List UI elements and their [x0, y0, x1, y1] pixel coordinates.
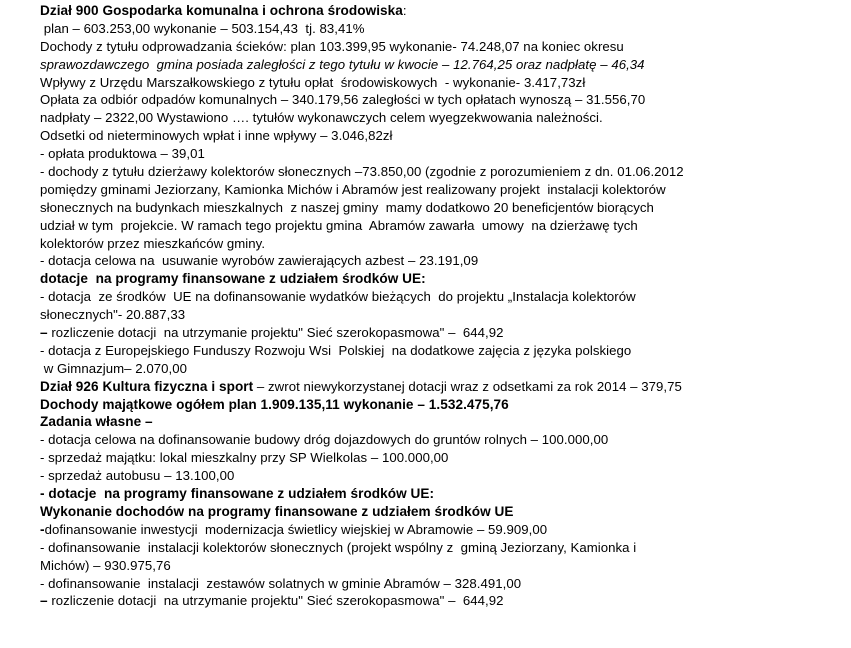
text-line: słonecznych"- 20.887,33 [40, 307, 186, 323]
text-line: plan – 603.253,00 wykonanie – 503.154,43 tj. 83,41% [40, 20, 365, 36]
section-heading-dzial-900 [40, 2, 845, 20]
text-line: Dochody z tytułu odprowadzania ścieków: plan 103.399,95 wykonanie- 74.248,07 na koniec okresu [40, 38, 624, 54]
document-body [40, 2, 845, 610]
bold-dash: - [40, 521, 45, 537]
section-heading-eu-execution: Wykonanie dochodów na programy finansowane z udziałem środków UE [40, 503, 514, 519]
text-line: słonecznych na budynkach mieszkalnych z naszej gminy mamy dodatkowo 20 beneficjentów biorących [40, 199, 654, 215]
list-item: - dotacja celowa na dofinansowanie budowy dróg dojazdowych do gruntów rolnych – 100.000,00 [40, 432, 609, 448]
text-line: w Gimnazjum– 2.070,00 [40, 360, 187, 376]
text-line: kolektorów przez mieszkańców gminy. [40, 235, 266, 251]
item-text: dofinansowanie inwestycji modernizacja świetlicy wiejskiej w Abramowie – 59.909,00 [44, 521, 548, 537]
list-item [40, 592, 845, 610]
list-item: - dochody z tytułu dzierżawy kolektorów słonecznych –73.850,00 (zgodnie z porozumieniem z dn. 01.06.2012 [40, 164, 684, 180]
list-item [40, 324, 845, 342]
section-heading-eu-grants: dotacje na programy finansowane z udziałem środków UE: [40, 271, 426, 287]
section-heading-own-tasks: Zadania własne – [40, 414, 153, 430]
text-line: pomiędzy gminami Jeziorzany, Kamionka Michów i Abramów jest realizowany projekt instalacji kolektorów [40, 181, 666, 197]
text-line: Opłata za odbiór odpadów komunalnych – 340.179,56 zaległości w tych opłatach wynoszą – 31.556,70 [40, 92, 646, 108]
bold-dash: – [40, 593, 48, 609]
bold-dash: – [40, 325, 48, 341]
list-item: - sprzedaż autobusu – 13.100,00 [40, 468, 235, 484]
list-item: - dofinansowanie instalacji zestawów solatnych w gminie Abramów – 328.491,00 [40, 575, 522, 591]
list-item [40, 521, 845, 539]
list-item: - dofinansowanie instalacji kolektorów słonecznych (projekt wspólny z gminą Jeziorzany, Kamionka i [40, 539, 637, 555]
list-item: - opłata produktowa – 39,01 [40, 146, 205, 162]
text-line: nadpłaty – 2322,00 Wystawiono …. tytułów wykonawczych celem wyegzekwowania należności. [40, 110, 603, 126]
text-line: Michów) – 930.975,76 [40, 557, 171, 573]
text-line: Odsetki od nieterminowych wpłat i inne wpływy – 3.046,82zł [40, 128, 393, 144]
section-heading-property-income: Dochody majątkowe ogółem plan 1.909.135,11 wykonanie – 1.532.475,76 [40, 396, 509, 412]
heading-text: Dział 900 Gospodarka komunalna i ochrona środowiska [40, 3, 403, 18]
heading-rest: – zwrot niewykorzystanej dotacji wraz z odsetkami za rok 2014 – 379,75 [253, 378, 682, 394]
text-line-italic: sprawozdawczego gmina posiada zaległości z tego tytułu w kwocie – 12.764,25 oraz nadpłatę – 46,34 [40, 56, 645, 72]
list-item: - dotacja ze środków UE na dofinansowanie wydatków bieżących do projektu „Instalacja kolektorów [40, 289, 636, 305]
heading-colon: : [402, 3, 407, 18]
text-line: Wpływy z Urzędu Marszałkowskiego z tytułu opłat środowiskowych - wykonanie- 3.417,73zł [40, 74, 586, 90]
list-item: - dotacja z Europejskiego Funduszy Rozwoju Wsi Polskiej na dodatkowe zajęcia z języka polskiego [40, 342, 632, 358]
item-text: rozliczenie dotacji na utrzymanie projektu" Sieć szerokopasmowa" – 644,92 [47, 325, 504, 341]
section-heading-dzial-926 [40, 378, 845, 396]
list-item: - dotacja celowa na usuwanie wyrobów zawierających azbest – 23.191,09 [40, 253, 479, 269]
section-heading-eu-grants-2: - dotacje na programy finansowane z udziałem środków UE: [40, 486, 435, 502]
list-item: - sprzedaż majątku: lokal mieszkalny przy SP Wielkolas – 100.000,00 [40, 450, 449, 466]
text-line: udział w tym projekcie. W ramach tego projektu gmina Abramów zawarła umowy na dzierżawę tych [40, 217, 638, 233]
heading-text: Dział 926 Kultura fizyczna i sport [40, 378, 254, 394]
item-text: rozliczenie dotacji na utrzymanie projektu" Sieć szerokopasmowa" – 644,92 [47, 593, 504, 609]
